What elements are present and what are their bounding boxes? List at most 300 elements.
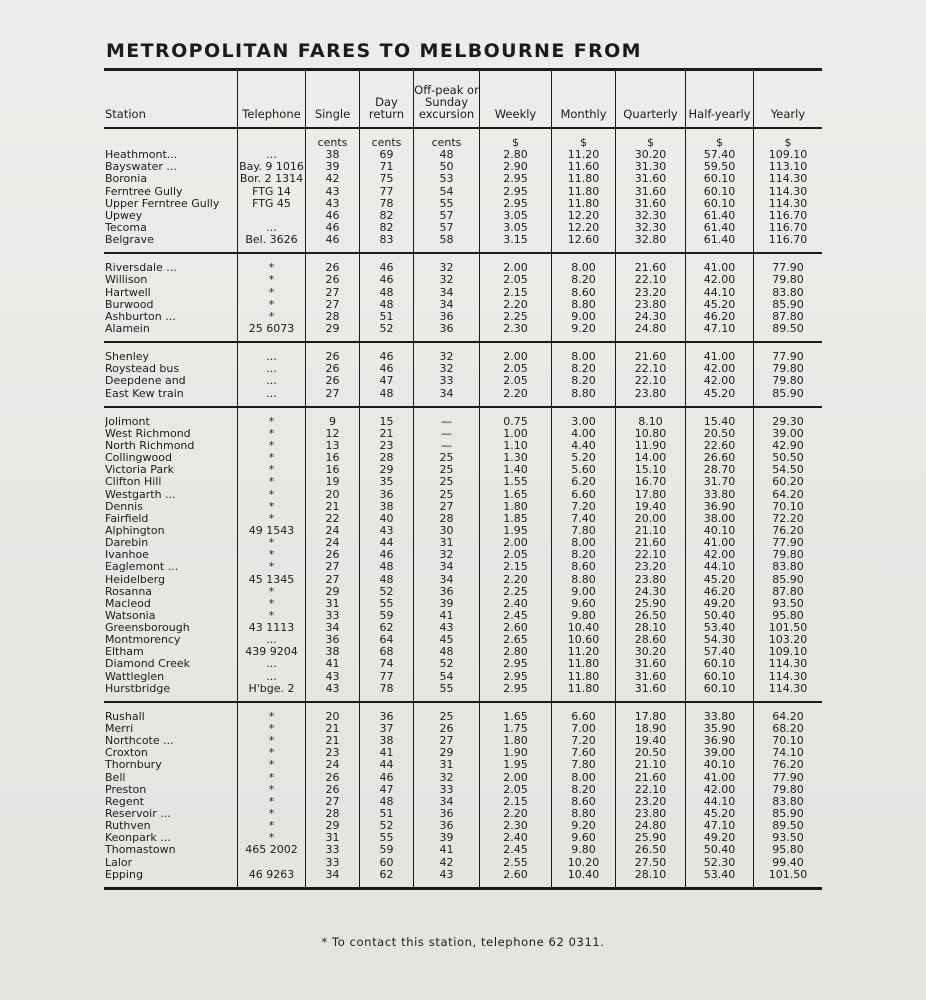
- fare-value: 9.00: [571, 585, 596, 598]
- telephone-value: ...: [266, 363, 277, 376]
- fare-value: 52: [379, 585, 394, 598]
- station-name: [105, 299, 237, 311]
- fare-value: 27: [439, 500, 454, 513]
- station-name: [105, 784, 237, 796]
- fare-value: 55: [379, 597, 394, 610]
- fare-value: 25: [439, 476, 454, 489]
- fare-value: 79.80: [772, 274, 804, 287]
- fare-value: 24: [325, 759, 340, 772]
- fare-value: 93.50: [772, 832, 804, 845]
- station-name: [105, 489, 237, 501]
- column-cell: [754, 129, 822, 252]
- telephone-value: H'bge. 2: [248, 682, 295, 695]
- station-label: Wattleglen: [105, 670, 165, 683]
- telephone-value: *: [268, 464, 275, 477]
- fare-value: 25.90: [634, 597, 667, 610]
- footnote: * To contact this station, telephone 62 0311.: [321, 935, 605, 949]
- telephone-value: *: [268, 415, 275, 428]
- station-label: Rosanna: [105, 585, 153, 598]
- telephone-value: ...: [266, 658, 277, 671]
- fare-value: 32.80: [634, 234, 667, 247]
- fare-value: 26.50: [634, 844, 667, 857]
- fare-value: 34: [439, 286, 454, 299]
- fare-value: 74.10: [772, 747, 804, 760]
- fare-value: 22.10: [634, 375, 667, 388]
- fare-value: 85.90: [772, 573, 804, 586]
- telephone-value: ...: [266, 670, 277, 683]
- fare-value: 12.20: [567, 209, 600, 222]
- fare-value: 114.30: [768, 682, 808, 695]
- fare-value: 2.20: [503, 298, 528, 311]
- fare-value: 29: [325, 820, 340, 833]
- fare-value: 3.00: [571, 415, 596, 428]
- fare-value: 38: [325, 646, 340, 659]
- telephone-value: ...: [266, 221, 277, 234]
- telephone-value: *: [268, 820, 275, 833]
- fare-value: 2.95: [503, 682, 528, 695]
- station-name: [105, 759, 237, 771]
- fare-value: 77.90: [772, 771, 804, 784]
- fare-value: 39.00: [703, 747, 736, 760]
- telephone-value: *: [268, 427, 275, 440]
- column-cell: [360, 343, 414, 406]
- fare-value: 32: [439, 549, 454, 562]
- telephone-value: 465 2002: [245, 844, 298, 857]
- fare-value: 33: [325, 844, 340, 857]
- fare-value: 40.10: [703, 759, 736, 772]
- fare-value: 33.80: [703, 488, 736, 501]
- fare-value: 46: [379, 262, 394, 275]
- fare-value: 8.80: [571, 387, 596, 400]
- fare-value: 31.60: [634, 197, 667, 210]
- fare-value: 21: [325, 723, 340, 736]
- fare-value: 42.00: [703, 363, 736, 376]
- fare-value: 32: [439, 274, 454, 287]
- station-label: North Richmond: [105, 439, 195, 452]
- fare-value: 49.20: [703, 597, 736, 610]
- fare-value: 9.20: [571, 820, 596, 833]
- fare-value: 38.00: [703, 512, 736, 525]
- fare-value: 1.80: [503, 500, 528, 513]
- fare-value: 114.30: [768, 185, 808, 198]
- station-name: [105, 561, 237, 573]
- station-label: Heathmont...: [105, 149, 178, 162]
- fare-value: 31.60: [634, 173, 667, 186]
- fare-value: 1.30: [503, 452, 528, 465]
- telephone-value: FTG 45: [252, 197, 291, 210]
- fare-value: 60.10: [703, 173, 736, 186]
- fare-value: 50.40: [703, 609, 736, 622]
- fare-value: 8.60: [571, 795, 596, 808]
- fare-value: 41: [439, 844, 454, 857]
- fare-value: 52.30: [703, 856, 736, 869]
- fare-value: 17.80: [634, 488, 667, 501]
- fare-value: 28.60: [634, 634, 667, 647]
- fare-value: 31: [439, 759, 454, 772]
- station-name: [105, 723, 237, 735]
- fare-value: 8.80: [571, 298, 596, 311]
- fare-value: 2.80: [503, 149, 528, 162]
- station-name: [105, 586, 237, 598]
- telephone-value: 49 1543: [248, 524, 295, 537]
- fare-value: 77: [379, 185, 394, 198]
- station-name: [105, 452, 237, 464]
- fare-value: 31: [325, 597, 340, 610]
- fare-value: 44.10: [703, 286, 736, 299]
- fare-value: 4.00: [571, 427, 596, 440]
- fare-value: 75: [379, 173, 394, 186]
- fare-value: 11.60: [567, 161, 600, 174]
- fare-value: 3.15: [503, 234, 528, 247]
- fare-value: 34: [439, 795, 454, 808]
- fare-value: 12.60: [567, 234, 600, 247]
- fare-value: 1.75: [503, 723, 528, 736]
- fare-value: 1.95: [503, 759, 528, 772]
- fare-value: 85.90: [772, 387, 804, 400]
- telephone-value: *: [268, 609, 275, 622]
- column-cell: [754, 703, 822, 887]
- fare-value: 1.65: [503, 710, 528, 723]
- fare-value: 41.00: [703, 351, 736, 364]
- fare-value: 3.05: [503, 209, 528, 222]
- page-title: METROPOLITAN FARES TO MELBOURNE FROM: [106, 40, 642, 62]
- fare-value: 54: [439, 670, 454, 683]
- station-name: [105, 844, 237, 856]
- fare-value: 54.30: [703, 634, 736, 647]
- fare-value: 7.80: [571, 759, 596, 772]
- fare-value: 22.10: [634, 274, 667, 287]
- fare-value: 60.10: [703, 658, 736, 671]
- column-cell: [686, 408, 754, 701]
- fare-value: 23.80: [634, 808, 667, 821]
- fare-value: 2.90: [503, 161, 528, 174]
- fare-value: 55: [439, 682, 454, 695]
- fare-value: 59.50: [703, 161, 736, 174]
- fare-value: 19.40: [634, 500, 667, 513]
- fare-value: 23.80: [634, 387, 667, 400]
- station-label: Upper Ferntree Gully: [105, 197, 220, 210]
- fare-value: 48: [379, 286, 394, 299]
- fare-value: 82: [379, 209, 394, 222]
- fare-value: 22.10: [634, 783, 667, 796]
- telephone-value: ...: [266, 634, 277, 647]
- fare-value: 27: [325, 286, 340, 299]
- station-name: [105, 149, 237, 161]
- station-label: Ferntree Gully: [105, 185, 183, 198]
- telephone-value: *: [268, 452, 275, 465]
- fare-value: 2.05: [503, 375, 528, 388]
- telephone-value: *: [268, 735, 275, 748]
- fare-value: 38: [325, 149, 340, 162]
- column-cell: [306, 254, 360, 341]
- fare-value: 109.10: [768, 149, 808, 162]
- fare-value: 9.80: [571, 844, 596, 857]
- fare-value: 24: [325, 537, 340, 550]
- fare-value: 2.25: [503, 310, 528, 323]
- fare-value: 60.10: [703, 197, 736, 210]
- fare-value: 48: [439, 149, 454, 162]
- station-label: East Kew train: [105, 387, 184, 400]
- telephone-value: 46 9263: [248, 868, 295, 881]
- station-name: [105, 683, 237, 695]
- column-header: Half-yearly: [686, 71, 754, 127]
- column-cell: [306, 408, 360, 701]
- station-name: [105, 375, 237, 387]
- fare-value: 45.20: [703, 298, 736, 311]
- station-label: Lalor: [105, 856, 133, 869]
- fare-value: 47: [379, 783, 394, 796]
- fare-value: 35.90: [703, 723, 736, 736]
- fare-value: 45.20: [703, 808, 736, 821]
- column-header: Yearly: [770, 107, 806, 121]
- station-name: [105, 646, 237, 658]
- fare-value: 41.00: [703, 262, 736, 275]
- fare-value: 8.10: [638, 415, 663, 428]
- fare-value: 34: [439, 561, 454, 574]
- station-group: [104, 703, 822, 887]
- fare-value: 26: [325, 363, 340, 376]
- fare-value: 85.90: [772, 808, 804, 821]
- fare-value: 11.80: [567, 658, 600, 671]
- fare-value: 31.60: [634, 658, 667, 671]
- fare-value: 34: [439, 573, 454, 586]
- station-label: Collingwood: [105, 452, 172, 465]
- fare-value: 87.80: [772, 310, 804, 323]
- fare-value: 79.80: [772, 783, 804, 796]
- fare-value: 40: [379, 512, 394, 525]
- station-label: Burwood: [105, 298, 154, 311]
- fare-value: 77: [379, 670, 394, 683]
- fare-value: —: [441, 427, 452, 440]
- fare-value: 10.60: [567, 634, 600, 647]
- fare-value: 29.30: [772, 415, 804, 428]
- fare-value: 58: [439, 234, 454, 247]
- station-label: Victoria Park: [105, 464, 175, 477]
- fare-value: 60: [379, 856, 394, 869]
- unit-label: [238, 137, 305, 149]
- fare-value: 45.20: [703, 573, 736, 586]
- fare-value: 2.05: [503, 274, 528, 287]
- fare-value: 41: [379, 747, 394, 760]
- fare-value: 11.20: [567, 646, 600, 659]
- fare-value: 18.90: [634, 723, 667, 736]
- fare-value: 99.40: [772, 856, 804, 869]
- fare-value: 42.00: [703, 375, 736, 388]
- fare-value: 35: [379, 476, 394, 489]
- fare-value: 7.40: [571, 512, 596, 525]
- fare-value: 79.80: [772, 375, 804, 388]
- fare-value: 9.00: [571, 310, 596, 323]
- station-label: Watsonia: [105, 609, 156, 622]
- station-label: Alphington: [105, 524, 165, 537]
- fare-value: 24.80: [634, 820, 667, 833]
- fare-value: 36: [439, 322, 454, 335]
- fare-value: 27.50: [634, 856, 667, 869]
- telephone-value: *: [268, 832, 275, 845]
- fare-value: 28: [379, 452, 394, 465]
- fare-value: 48: [379, 795, 394, 808]
- fare-value: 8.00: [571, 262, 596, 275]
- fare-value: 83: [379, 234, 394, 247]
- fare-value: 27: [325, 298, 340, 311]
- fare-value: 38: [379, 500, 394, 513]
- fare-value: 22: [325, 512, 340, 525]
- unit-label: cents: [371, 137, 402, 149]
- fare-value: 26: [325, 262, 340, 275]
- fare-value: 23.20: [634, 561, 667, 574]
- fare-value: 25.90: [634, 832, 667, 845]
- unit-label: $: [716, 137, 723, 149]
- fare-value: 8.00: [571, 351, 596, 364]
- fare-value: 2.00: [503, 771, 528, 784]
- station-name: [105, 287, 237, 299]
- fare-value: 71: [379, 161, 394, 174]
- fare-value: 46.20: [703, 585, 736, 598]
- column-cell: [360, 408, 414, 701]
- fare-value: 51: [379, 310, 394, 323]
- fare-value: 50: [439, 161, 454, 174]
- fare-value: 16.70: [634, 476, 667, 489]
- fare-value: 1.85: [503, 512, 528, 525]
- telephone-value: *: [268, 549, 275, 562]
- fare-value: 19.40: [634, 735, 667, 748]
- fare-value: 2.95: [503, 670, 528, 683]
- telephone-value: *: [268, 597, 275, 610]
- fare-value: 11.80: [567, 173, 600, 186]
- fare-value: 26: [325, 375, 340, 388]
- fare-value: 46: [379, 351, 394, 364]
- fare-value: 33: [325, 856, 340, 869]
- column-cell: [480, 254, 552, 341]
- station-name: [105, 198, 237, 210]
- fare-value: 83.80: [772, 286, 804, 299]
- fare-value: 22.10: [634, 549, 667, 562]
- column-cell: [552, 703, 616, 887]
- telephone-value: *: [268, 488, 275, 501]
- fare-value: 2.30: [503, 820, 528, 833]
- station-name: [105, 416, 237, 428]
- fare-value: 26.50: [634, 609, 667, 622]
- fare-value: 43: [439, 622, 454, 635]
- fare-value: 116.70: [768, 221, 808, 234]
- fare-value: 33: [439, 375, 454, 388]
- fare-value: 27: [325, 573, 340, 586]
- fare-value: 82: [379, 221, 394, 234]
- fare-value: 20: [325, 710, 340, 723]
- fare-value: 8.20: [571, 274, 596, 287]
- fare-value: 59: [379, 609, 394, 622]
- telephone-value: *: [268, 476, 275, 489]
- fare-value: 51: [379, 808, 394, 821]
- fare-value: 34: [325, 622, 340, 635]
- fare-value: 8.20: [571, 375, 596, 388]
- fare-value: 26: [325, 783, 340, 796]
- station-name: [105, 832, 237, 844]
- fare-value: 2.05: [503, 363, 528, 376]
- fare-value: 2.45: [503, 844, 528, 857]
- telephone-value: *: [268, 274, 275, 287]
- fare-value: 11.80: [567, 185, 600, 198]
- fare-value: 46: [379, 549, 394, 562]
- fare-value: 20.00: [634, 512, 667, 525]
- fare-value: 30: [439, 524, 454, 537]
- fare-value: 14.00: [634, 452, 667, 465]
- station-name: [105, 747, 237, 759]
- fare-value: 78: [379, 197, 394, 210]
- fare-value: 50.40: [703, 844, 736, 857]
- fare-value: 95.80: [772, 609, 804, 622]
- telephone-value: 45 1345: [248, 573, 295, 586]
- station-name: [105, 161, 237, 173]
- unit-label: $: [647, 137, 654, 149]
- station-label: Westgarth ...: [105, 488, 176, 501]
- fare-value: 87.80: [772, 585, 804, 598]
- fare-value: 23: [325, 747, 340, 760]
- fare-value: 10.80: [634, 427, 667, 440]
- fare-value: 70.10: [772, 735, 804, 748]
- fare-value: 48: [439, 646, 454, 659]
- telephone-value: ...: [266, 149, 277, 162]
- fare-value: 28: [325, 310, 340, 323]
- fare-value: 62: [379, 868, 394, 881]
- fare-value: 41.00: [703, 537, 736, 550]
- telephone-value: *: [268, 808, 275, 821]
- station-label: Montmorency: [105, 634, 181, 647]
- fare-value: 29: [379, 464, 394, 477]
- fare-value: 43: [439, 868, 454, 881]
- fare-value: 2.95: [503, 173, 528, 186]
- column-cell: [754, 254, 822, 341]
- fare-value: 46: [379, 771, 394, 784]
- fare-value: 55: [439, 197, 454, 210]
- station-name: [105, 274, 237, 286]
- station-label: Merri: [105, 723, 134, 736]
- fare-value: 40.10: [703, 524, 736, 537]
- fare-value: 11.80: [567, 670, 600, 683]
- fare-value: 2.00: [503, 537, 528, 550]
- fare-value: 29: [325, 322, 340, 335]
- fare-value: 7.80: [571, 524, 596, 537]
- fare-value: 33.80: [703, 710, 736, 723]
- station-label: Rushall: [105, 710, 145, 723]
- fare-value: 26: [325, 549, 340, 562]
- fare-value: 61.40: [703, 234, 736, 247]
- station-label: Hurstbridge: [105, 682, 171, 695]
- column-cell: [104, 408, 238, 701]
- fare-value: 24.30: [634, 310, 667, 323]
- telephone-value: *: [268, 747, 275, 760]
- fare-value: 85.90: [772, 298, 804, 311]
- station-name: [105, 857, 237, 869]
- fare-value: 114.30: [768, 658, 808, 671]
- fare-value: 8.00: [571, 771, 596, 784]
- fare-value: 45.20: [703, 387, 736, 400]
- fare-value: 42.90: [772, 439, 804, 452]
- fare-value: 43: [325, 682, 340, 695]
- station-label: Clifton Hill: [105, 476, 162, 489]
- fare-value: 24: [325, 524, 340, 537]
- fare-value: 77.90: [772, 262, 804, 275]
- fare-value: 2.80: [503, 646, 528, 659]
- station-name: [105, 735, 237, 747]
- fare-value: 26.60: [703, 452, 736, 465]
- column-cell: [552, 254, 616, 341]
- fare-value: 23: [379, 439, 394, 452]
- fare-value: 21.10: [634, 759, 667, 772]
- fare-value: 61.40: [703, 221, 736, 234]
- column-cell: [616, 254, 686, 341]
- fare-value: 2.05: [503, 783, 528, 796]
